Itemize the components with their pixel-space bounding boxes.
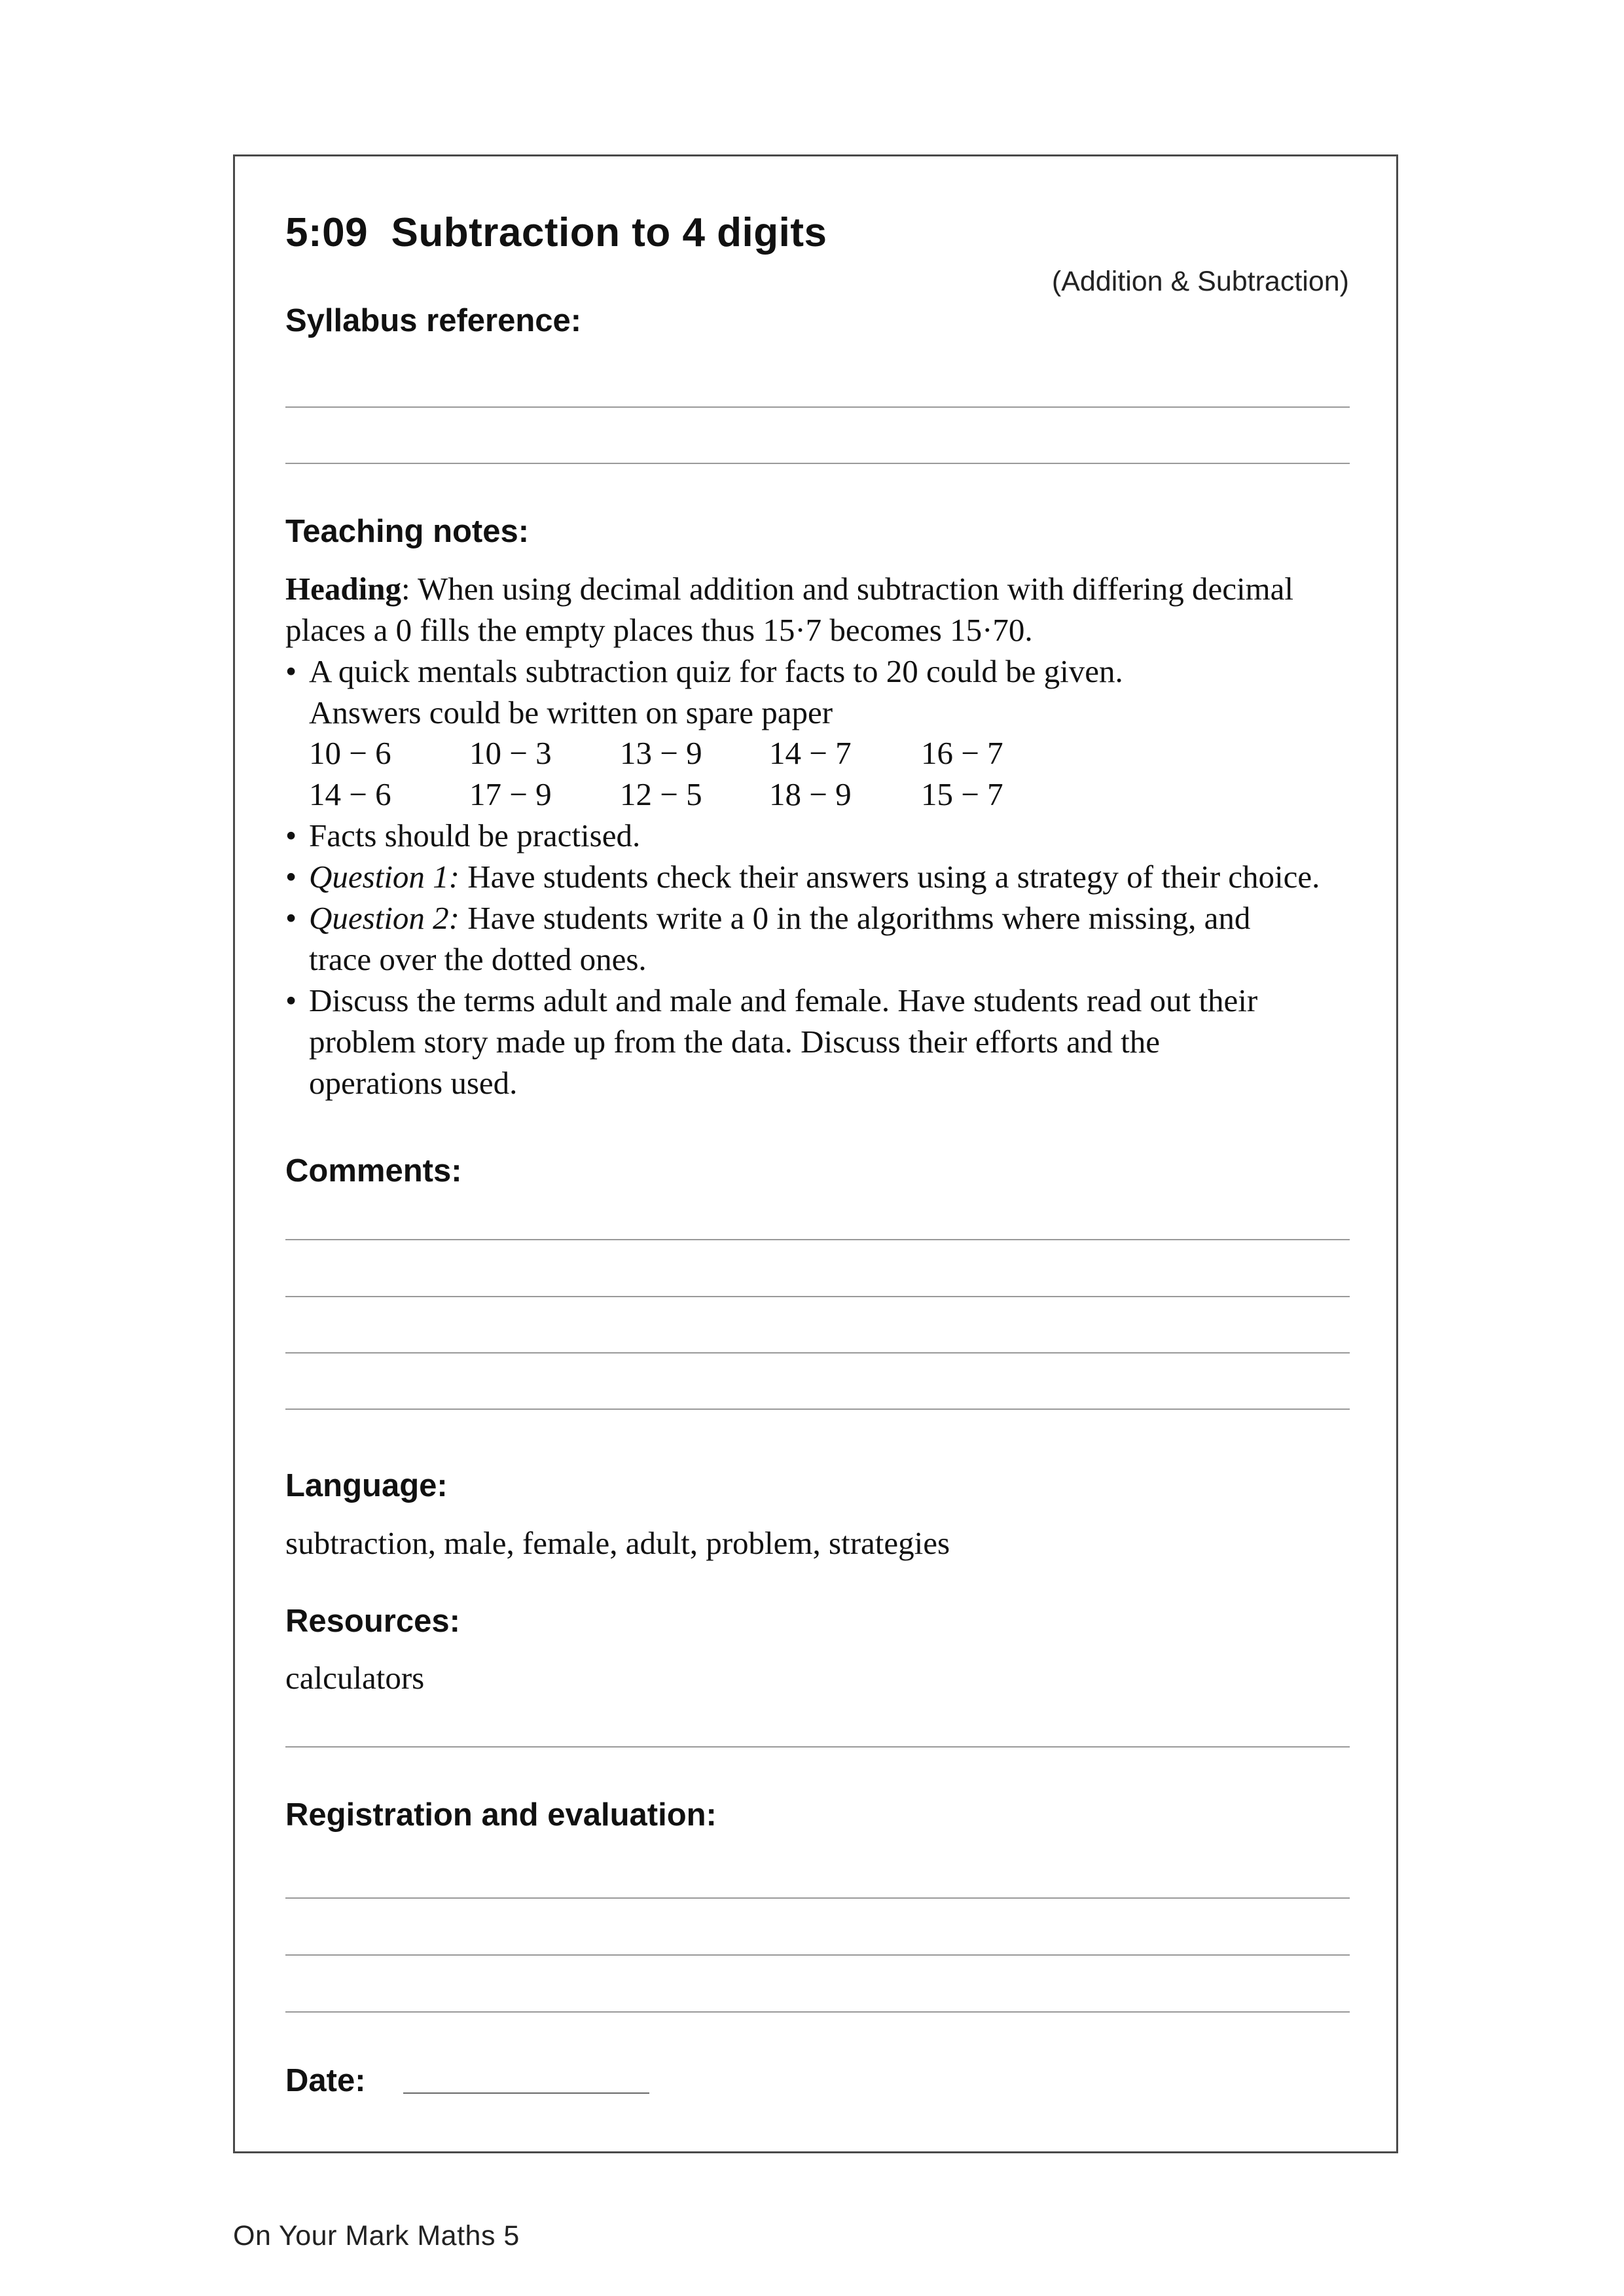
comments-line-1	[285, 1239, 1350, 1240]
bullet-mark: •	[285, 859, 297, 895]
bullet-item-1-cont: Answers could be written on spare paper	[309, 694, 833, 730]
bullet-item-1: • A quick mentals subtraction quiz for facts to 20 could be given.	[285, 653, 1123, 689]
bullet-item-question-2-cont: trace over the dotted ones.	[309, 941, 647, 977]
language-heading: Language:	[285, 1468, 448, 1503]
heading-note-line-2: places a 0 fills the empty places thus 15·7 becomes 15·70.	[285, 612, 1033, 648]
bullet-item-5: • Discuss the terms adult and male and female. Have students read out their	[285, 982, 1258, 1018]
footer-book-title: On Your Mark Maths 5	[233, 2220, 520, 2251]
bullet-mark: •	[285, 653, 297, 689]
comments-heading: Comments:	[285, 1153, 462, 1189]
bullet-item-question-2: • Question 2: Have students write a 0 in the algorithms where missing, and	[285, 900, 1251, 936]
heading-word: Heading	[285, 571, 401, 607]
syllabus-line-1	[285, 406, 1350, 408]
date-line	[403, 2092, 649, 2094]
registration-line-3	[285, 2011, 1350, 2013]
comments-line-3	[285, 1352, 1350, 1354]
resources-text: calculators	[285, 1660, 425, 1696]
fact: 16 − 7	[921, 735, 1003, 771]
fact: 15 − 7	[921, 776, 1003, 812]
comments-line-2	[285, 1296, 1350, 1297]
bullet-item-5-cont-2: operations used.	[309, 1065, 518, 1101]
language-terms: subtraction, male, female, adult, problem, strategies	[285, 1525, 950, 1561]
registration-line-1	[285, 1897, 1350, 1899]
fact: 10 − 3	[469, 735, 552, 771]
bullet-item-question-1: • Question 1: Have students check their answers using a strategy of their choice.	[285, 859, 1320, 895]
fact: 18 − 9	[769, 776, 852, 812]
bullet-mark: •	[285, 817, 297, 853]
bullet-mark: •	[285, 900, 297, 936]
topic-category: (Addition & Subtraction)	[1051, 266, 1349, 297]
fact: 14 − 7	[769, 735, 852, 771]
date-label: Date:	[285, 2063, 366, 2098]
question-2-label: Question 2:	[309, 900, 460, 936]
resources-heading: Resources:	[285, 1604, 460, 1639]
bullet-item-5-cont-1: problem story made up from the data. Discuss their efforts and the	[309, 1024, 1160, 1060]
page-title: 5:09 Subtraction to 4 digits	[285, 210, 827, 255]
fact: 14 − 6	[309, 776, 391, 812]
bullet-item-2: • Facts should be practised.	[285, 817, 641, 853]
heading-note-line-1: Heading: When using decimal addition and subtraction with differing decimal	[285, 571, 1294, 607]
bullet-mark: •	[285, 982, 297, 1018]
question-1-label: Question 1:	[309, 859, 460, 895]
registration-line-2	[285, 1954, 1350, 1956]
fact: 17 − 9	[469, 776, 552, 812]
fact: 10 − 6	[309, 735, 391, 771]
comments-line-4	[285, 1408, 1350, 1410]
fact: 12 − 5	[620, 776, 702, 812]
teaching-notes-heading: Teaching notes:	[285, 514, 530, 549]
syllabus-heading: Syllabus reference:	[285, 303, 582, 338]
resources-line	[285, 1746, 1350, 1748]
syllabus-line-2	[285, 463, 1350, 464]
fact: 13 − 9	[620, 735, 702, 771]
registration-heading: Registration and evaluation:	[285, 1797, 717, 1833]
